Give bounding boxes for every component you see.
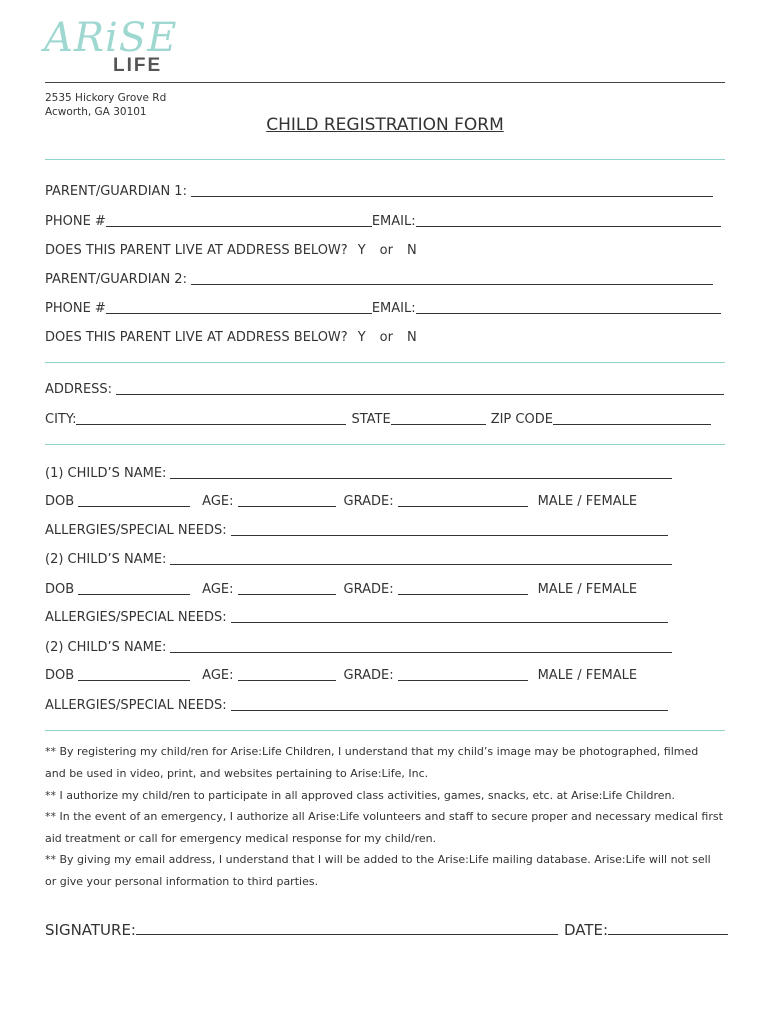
email1-field[interactable] [416,212,721,227]
child2-allergies-label: ALLERGIES/SPECIAL NEEDS: [45,610,227,625]
child1-age-label: AGE: [202,494,234,509]
child3-allergies-field[interactable] [231,696,668,711]
phone1-field[interactable] [106,212,372,227]
address-line-1: 2535 Hickory Grove Rd [45,92,167,104]
child1-dob-field[interactable] [78,492,190,507]
date-field[interactable] [608,918,728,935]
lives2-question: DOES THIS PARENT LIVE AT ADDRESS BELOW? [45,330,348,345]
child1-dob-label: DOB [45,494,75,509]
city-row [45,406,725,428]
child1-name-field[interactable] [170,464,672,479]
child1-allergies-row [45,517,725,539]
section-divider [45,444,725,445]
state-label: STATE [351,412,391,427]
section-divider [45,362,725,363]
child1-gender[interactable]: MALE / FEMALE [537,494,638,509]
guardian1-row [45,178,725,200]
guardian1-label: PARENT/GUARDIAN 1: [45,184,187,199]
child1-name-label: (1) CHILD’S NAME: [45,466,167,481]
child2-allergies-field[interactable] [231,608,668,623]
child3-allergies-label: ALLERGIES/SPECIAL NEEDS: [45,698,227,713]
child1-grade-field[interactable] [398,492,528,507]
zip-field[interactable] [553,410,711,425]
section-divider [45,159,725,160]
phone1-label: PHONE # [45,214,106,229]
child3-grade-label: GRADE: [343,668,394,683]
state-field[interactable] [391,410,486,425]
section-divider [45,730,725,731]
consent-text-5: aid treatment or call for emergency medical response for my child/ren. [45,832,437,845]
address-line-2: Acworth, GA 30101 [45,106,147,118]
child2-age-label: AGE: [202,582,234,597]
guardian2-field[interactable] [191,270,713,285]
consent-text-2: and be used in video, print, and websites pertaining to Arise:Life, Inc. [45,767,429,780]
zip-label: ZIP CODE [490,412,553,427]
child3-name-label: (2) CHILD’S NAME: [45,640,167,655]
city-label: CITY: [45,412,77,427]
child2-grade-label: GRADE: [343,582,394,597]
address-label: ADDRESS: [45,382,113,397]
consent-text-1: ** By registering my child/ren for Arise:Life Children, I understand that my child’s image may be photographed, filmed [45,745,699,758]
consent-text-3: ** I authorize my child/ren to participate in all approved class activities, games, snacks, etc. at Arise:Life Children. [45,789,676,802]
child1-age-field[interactable] [238,492,336,507]
lives2-or: or [379,330,393,345]
child2-name-field[interactable] [170,550,672,565]
address-row [45,376,725,398]
address-field[interactable] [116,380,724,395]
child1-details-row [45,488,725,510]
email2-label: EMAIL: [371,301,416,316]
child2-gender[interactable]: MALE / FEMALE [537,582,638,597]
lives2-row [45,324,725,346]
signature-label: SIGNATURE: [45,921,136,939]
child1-name-row [45,460,725,482]
child2-name-label: (2) CHILD’S NAME: [45,552,167,567]
guardian2-row [45,266,725,288]
date-label: DATE: [563,921,609,939]
child3-name-row [45,634,725,656]
lives1-question: DOES THIS PARENT LIVE AT ADDRESS BELOW? [45,243,348,258]
child2-dob-field[interactable] [78,580,190,595]
child1-allergies-field[interactable] [231,521,668,536]
signature-row [45,914,725,938]
child3-allergies-row [45,692,725,714]
child3-dob-field[interactable] [78,666,190,681]
child3-age-field[interactable] [238,666,336,681]
child2-name-row [45,546,725,568]
email2-field[interactable] [416,299,721,314]
lives1-or: or [379,243,393,258]
child2-dob-label: DOB [45,582,75,597]
guardian2-label: PARENT/GUARDIAN 2: [45,272,187,287]
guardian1-field[interactable] [191,182,713,197]
child2-details-row [45,576,725,598]
lives1-no[interactable]: N [406,243,417,258]
child3-gender[interactable]: MALE / FEMALE [537,668,638,683]
page-title: CHILD REGISTRATION FORM [266,115,504,135]
header-divider [45,82,725,83]
child2-grade-field[interactable] [398,580,528,595]
child2-allergies-row [45,604,725,626]
child3-dob-label: DOB [45,668,75,683]
child1-grade-label: GRADE: [343,494,394,509]
child3-name-field[interactable] [170,638,672,653]
email1-label: EMAIL: [371,214,416,229]
child1-allergies-label: ALLERGIES/SPECIAL NEEDS: [45,523,227,538]
child2-age-field[interactable] [238,580,336,595]
lives2-yes[interactable]: Y [357,330,366,345]
phone1-row [45,208,725,230]
logo-subtitle: LIFE [113,55,163,76]
child3-age-label: AGE: [202,668,234,683]
consent-text-7: or give your personal information to third parties. [45,875,319,888]
logo-wordmark: ARiSE [44,15,178,61]
consent-text-4: ** In the event of an emergency, I authorize all Arise:Life volunteers and staff to secure proper and necessary medical first [45,810,723,823]
lives1-row [45,237,725,259]
phone2-label: PHONE # [45,301,106,316]
child3-details-row [45,662,725,684]
phone2-field[interactable] [106,299,372,314]
consent-text-6: ** By giving my email address, I understand that I will be added to the Arise:Life mailing database. Arise:Life will not sell [45,853,711,866]
city-field[interactable] [76,410,346,425]
lives1-yes[interactable]: Y [357,243,366,258]
signature-field[interactable] [136,918,558,935]
phone2-row [45,295,725,317]
lives2-no[interactable]: N [406,330,417,345]
child3-grade-field[interactable] [398,666,528,681]
